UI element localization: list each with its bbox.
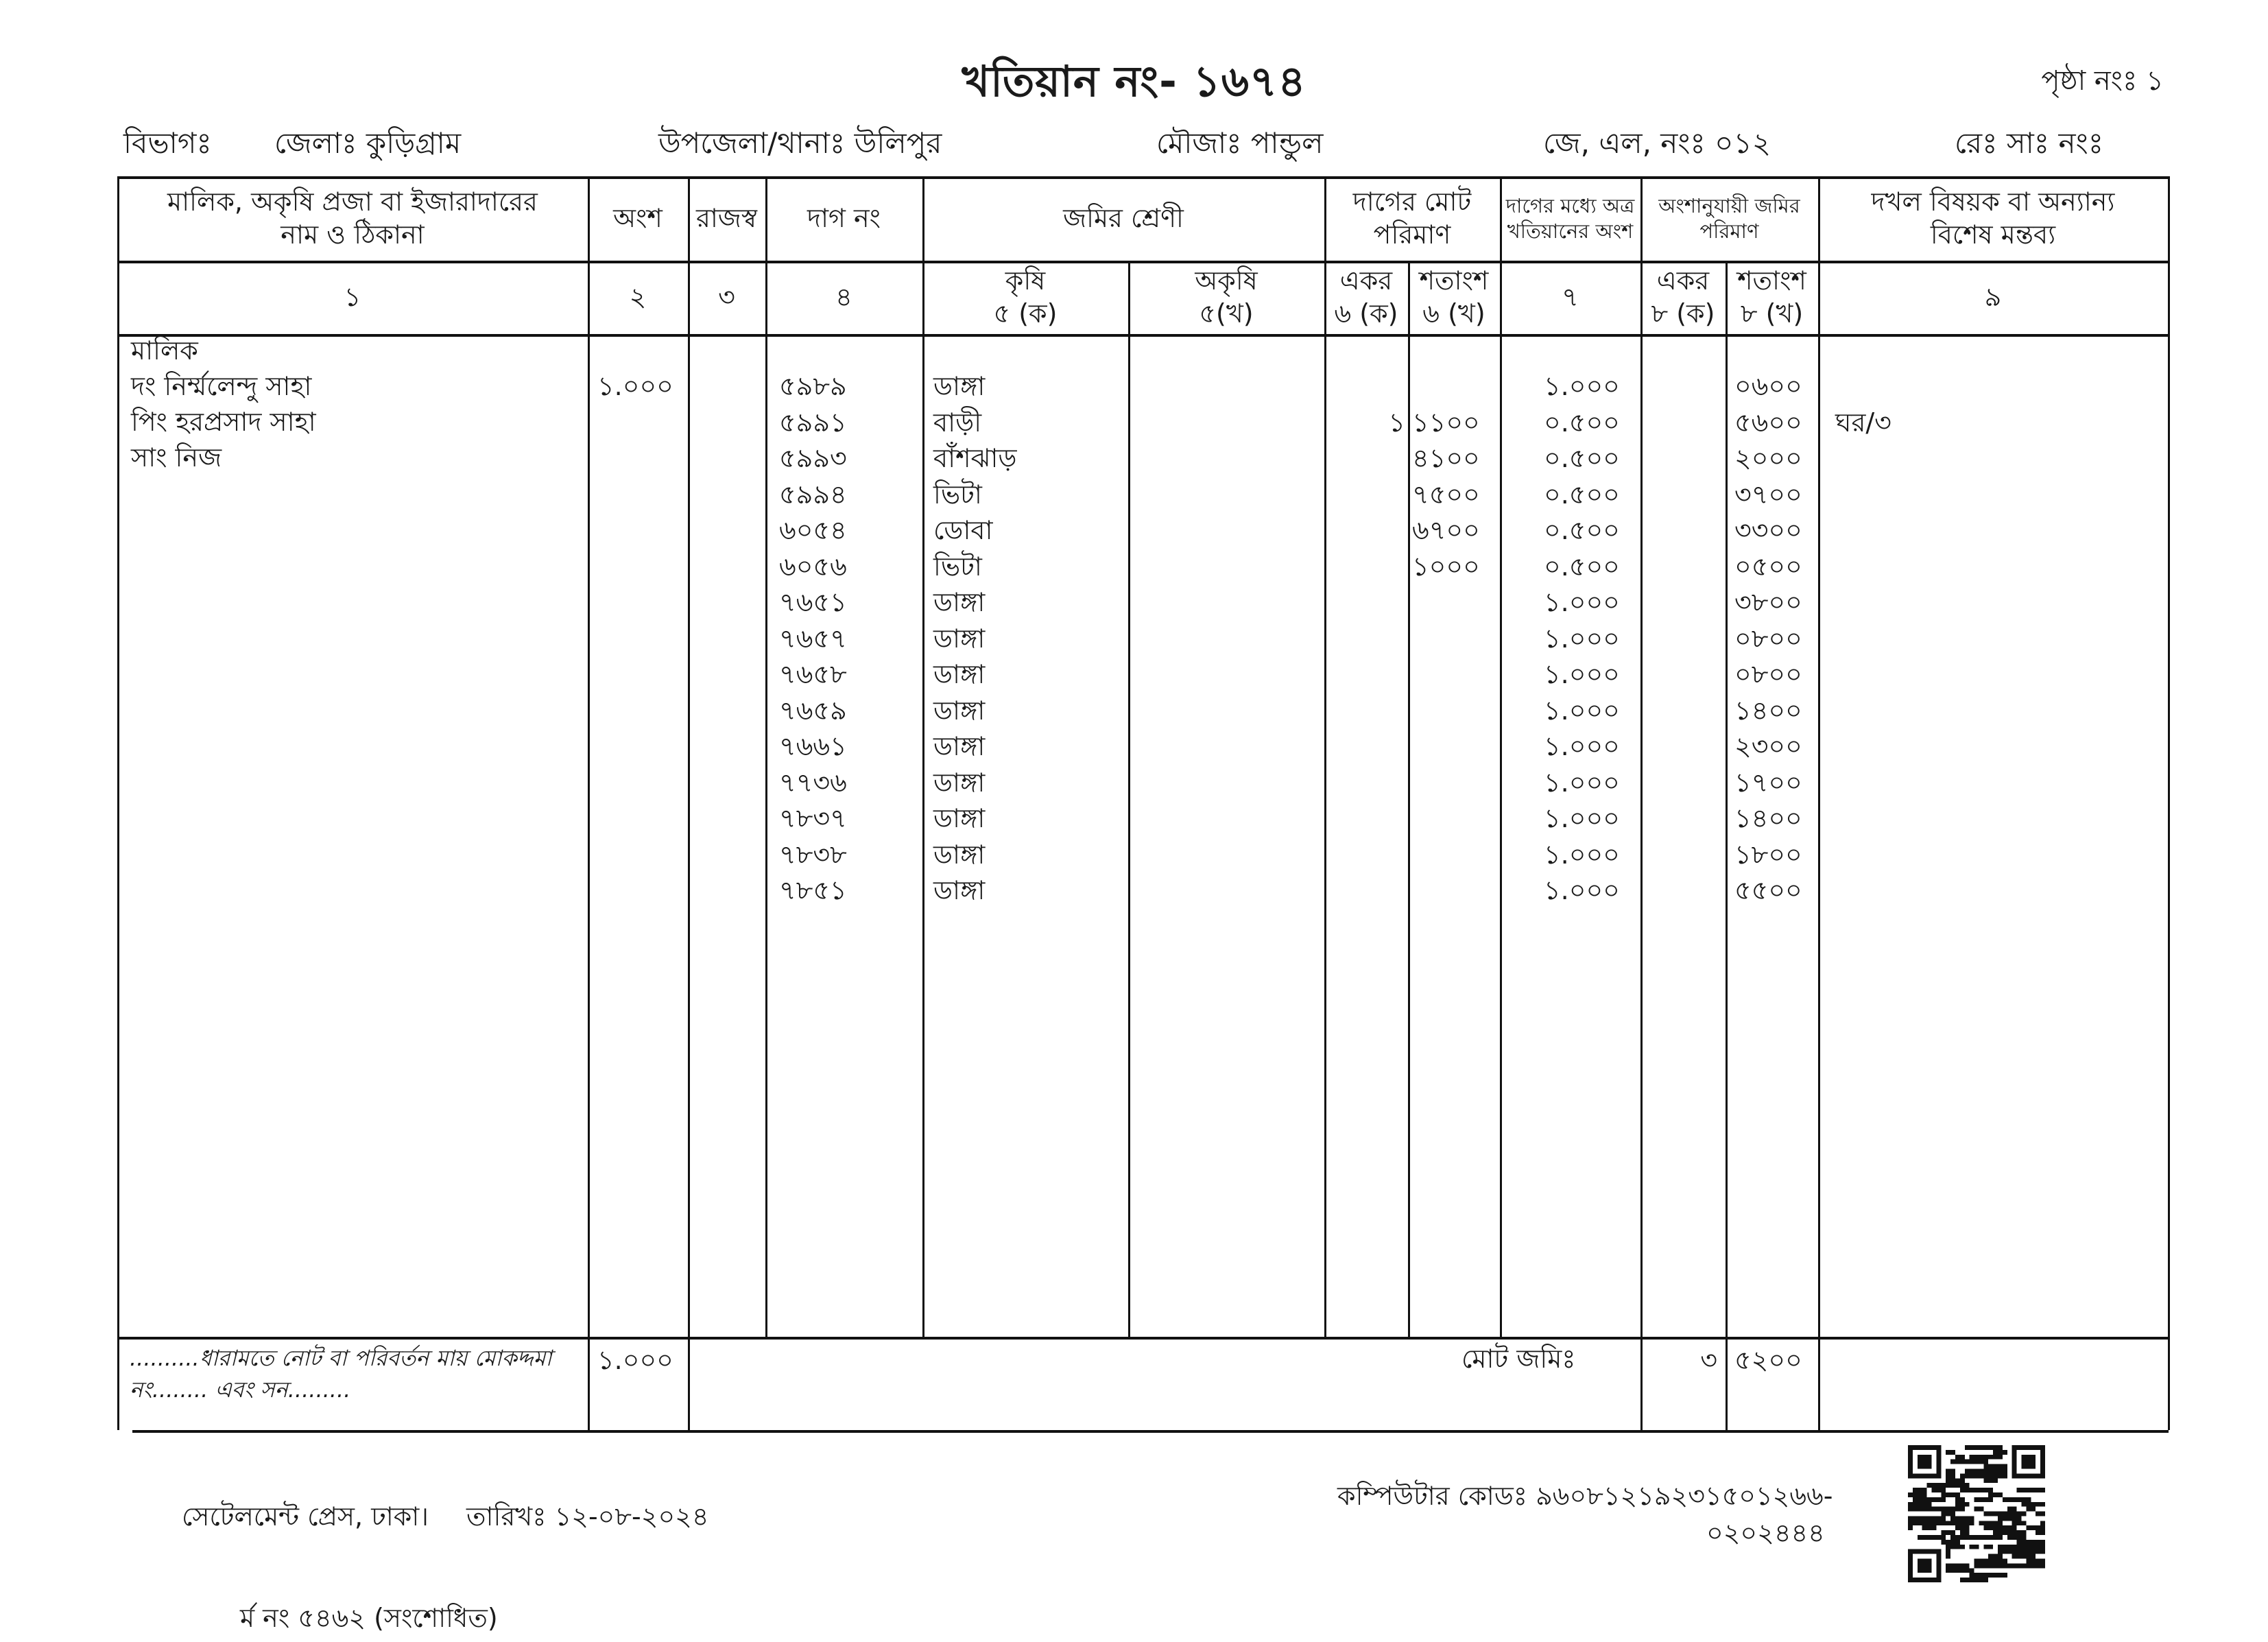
khatian-share: ১.০০০ — [1544, 875, 1620, 905]
footer-divider — [117, 1337, 2169, 1340]
acre-6-number: ৬ (ক) — [1334, 298, 1398, 329]
qr-code-icon — [1908, 1445, 2045, 1582]
district-label: জেলাঃ কুড়িগ্রাম — [274, 126, 462, 160]
col-border — [922, 176, 924, 1337]
total-acre: ৩ — [1700, 1345, 1717, 1375]
header-dag-no: দাগ নং — [807, 202, 881, 233]
khatian-share: ১.০০০ — [1544, 731, 1620, 761]
khatian-title-label: খতিয়ান নং- — [962, 56, 1178, 106]
land-class: ডাঙ্গা — [933, 659, 986, 689]
jl-number-label: জে, এল, নংঃ ০১২ — [1543, 126, 1771, 160]
share-decimal: ৩৮০০ — [1734, 587, 1802, 617]
header-land-class: জমির শ্রেণী — [1063, 202, 1184, 233]
share-decimal: ১৮০০ — [1734, 839, 1802, 870]
col-border — [1324, 176, 1326, 1337]
khatian-share: ০.৫০০ — [1544, 479, 1620, 510]
colnum-2: ২ — [629, 281, 647, 312]
header-revenue: রাজস্ব — [695, 202, 758, 233]
subheader-akrishi — [1128, 261, 1324, 334]
land-class: ডাঙ্গা — [933, 803, 986, 833]
mouza-label: মৌজাঃ পান্ডুল — [1156, 126, 1324, 160]
dag-number: ৭৭৩৬ — [779, 767, 847, 798]
col-border — [1128, 261, 1130, 1337]
col-border — [1818, 176, 1820, 1430]
subheader-krishi — [922, 261, 1128, 334]
dag-number: ৭৬৫৯ — [779, 695, 847, 726]
decimal-8-number: ৮ (খ) — [1740, 298, 1804, 329]
land-class: ডাঙ্গা — [933, 695, 986, 726]
khatian-number: ১৬৭৪ — [1193, 56, 1306, 106]
total-decimal: ৪১০০ — [1412, 443, 1480, 473]
note-line-2: নং........ এবং সন......... — [130, 1377, 351, 1403]
page-number: পৃষ্ঠা নংঃ ১ — [2041, 65, 2164, 97]
khatian-share: ১.০০০ — [1544, 767, 1620, 798]
share-decimal: ২০০০ — [1734, 443, 1802, 473]
land-class: ডাঙ্গা — [933, 875, 986, 905]
land-class: ভিটা — [933, 551, 982, 582]
reg-number-label: রেঃ সাঃ নংঃ — [1955, 126, 2104, 160]
total-acre: ১ — [1388, 407, 1405, 438]
khatian-share: ১.০০০ — [1544, 587, 1620, 617]
dag-number: ৬০৫৬ — [779, 551, 847, 582]
share-decimal: ৩৭০০ — [1734, 479, 1802, 510]
print-date: তারিখঃ ১২-০৮-২০২৪ — [466, 1501, 709, 1532]
dag-number: ৭৮৩৭ — [779, 803, 847, 833]
owner-type: মালিক — [131, 335, 198, 366]
land-class: ডাঙ্গা — [933, 587, 986, 617]
owner-name: দং নির্ম্মলেন্দু সাহা — [131, 371, 312, 401]
colnum-3: ৩ — [718, 281, 735, 312]
header-khatian-share: দাগের মধ্যে অত্র খতিয়ানের অংশ — [1505, 194, 1635, 243]
owner-share: ১.০০০ — [597, 371, 673, 401]
col-border — [2168, 176, 2170, 1430]
form-number: র্ম নং ৫৪৬২ (সংশোধিত) — [240, 1603, 498, 1633]
decimal-6-number: ৬ (খ) — [1422, 298, 1485, 329]
dag-number: ৫৯৮৯ — [779, 371, 847, 401]
dag-number: ৭৬৫১ — [779, 587, 847, 617]
akrishi-label: অকৃষি — [1195, 265, 1258, 296]
khatian-share: ১.০০০ — [1544, 371, 1620, 401]
table-bottom-border — [132, 1430, 2169, 1433]
header-owner: মালিক, অকৃষি প্রজা বা ইজারাদারের নাম ও ঠিকানা — [167, 187, 538, 250]
numbers-row-divider — [117, 334, 2169, 337]
khatian-share: ১.০০০ — [1544, 659, 1620, 689]
colnum-4: ৪ — [835, 281, 852, 312]
share-decimal: ০৮০০ — [1734, 623, 1802, 654]
acre-8-number: ৮ (ক) — [1651, 298, 1715, 329]
decimal-6-label: শতাংশ — [1419, 265, 1489, 296]
upazila-label: উপজেলা/থানাঃ উলিপুর — [658, 126, 942, 160]
khatian-title — [0, 49, 2268, 120]
share-decimal: ২৩০০ — [1734, 731, 1802, 761]
share-decimal: ০৫০০ — [1734, 551, 1802, 582]
share-decimal: ০৬০০ — [1734, 371, 1802, 401]
col-border — [588, 176, 590, 1430]
share-decimal: ৫৬০০ — [1734, 407, 1802, 438]
akrishi-number: ৫(খ) — [1199, 298, 1254, 329]
land-class: ডাঙ্গা — [933, 623, 986, 654]
land-class: ডাঙ্গা — [933, 839, 986, 870]
khatian-table — [117, 176, 2169, 1430]
subheader-decimal-6 — [1408, 261, 1500, 334]
subheader-decimal-8 — [1726, 261, 1818, 334]
computer-code-line-2: ০২০২৪৪৪ — [1706, 1518, 1825, 1548]
share-decimal: ১৪০০ — [1734, 803, 1802, 833]
land-class: বাঁশঝাড় — [933, 443, 1017, 473]
col-border — [1640, 176, 1643, 1430]
share-decimal: ০৮০০ — [1734, 659, 1802, 689]
khatian-share: ০.৫০০ — [1544, 407, 1620, 438]
header-dag-total: দাগের মোট পরিমাণ — [1352, 187, 1472, 250]
dag-number: ৫৯৯১ — [779, 407, 847, 438]
dag-number: ৭৬৬১ — [779, 731, 847, 761]
colnum-1: ১ — [344, 281, 361, 312]
dag-number: ৬০৫৪ — [779, 515, 847, 545]
owner-block — [131, 333, 316, 475]
land-class: ডাঙ্গা — [933, 731, 986, 761]
col-border — [1408, 261, 1410, 1337]
khatian-share: ০.৫০০ — [1544, 443, 1620, 473]
header-share: অংশ — [613, 202, 663, 233]
press-label: সেটেলমেন্ট প্রেস, ঢাকা। — [182, 1501, 429, 1532]
acre-8-label: একর — [1656, 265, 1710, 296]
total-decimal: ১০০০ — [1412, 551, 1480, 582]
owner-father: পিং হরপ্রসাদ সাহা — [131, 407, 316, 437]
col-border — [688, 176, 690, 1430]
share-decimal: ১৭০০ — [1734, 767, 1802, 798]
khatian-share: ০.৫০০ — [1544, 551, 1620, 582]
krishi-number: ৫ (ক) — [993, 298, 1058, 329]
khatian-share: ১.০০০ — [1544, 839, 1620, 870]
total-land-label: মোট জমিঃ — [1461, 1344, 1576, 1374]
acre-6-label: একর — [1339, 265, 1393, 296]
subheader-acre-6 — [1324, 261, 1408, 334]
total-decimal: ৭৫০০ — [1412, 479, 1480, 510]
share-decimal: ১৪০০ — [1734, 695, 1802, 726]
total-decimal: ১১০০ — [1412, 407, 1480, 438]
note-line-1: ..........ধারামতে নোট বা পরিবর্তন মায় মোকদ্দমা — [130, 1345, 552, 1371]
decimal-8-label: শতাংশ — [1737, 265, 1806, 296]
col-border — [1500, 176, 1502, 1337]
land-class: ডাঙ্গা — [933, 767, 986, 798]
total-decimal: ৫২০০ — [1734, 1345, 1802, 1375]
subheader-acre-8 — [1640, 261, 1726, 334]
col-border — [117, 176, 119, 1430]
krishi-label: কৃষি — [1005, 265, 1046, 296]
share-decimal: ৫৫০০ — [1734, 875, 1802, 905]
total-decimal: ৬৭০০ — [1412, 515, 1480, 545]
division-label: বিভাগঃ — [123, 126, 212, 160]
note-block — [130, 1342, 552, 1405]
dag-number: ৭৬৫৮ — [779, 659, 847, 689]
remark: ঘর/৩ — [1835, 407, 1891, 438]
dag-number: ৭৮৫১ — [779, 875, 847, 905]
share-decimal: ৩৩০০ — [1734, 515, 1802, 545]
col-border — [765, 176, 767, 1337]
dag-number: ৫৯৯৪ — [779, 479, 847, 510]
land-class: ভিটা — [933, 479, 982, 510]
dag-number: ৭৮৩৮ — [779, 839, 847, 870]
land-class: বাড়ী — [933, 407, 982, 438]
khatian-share: ১.০০০ — [1544, 803, 1620, 833]
colnum-9: ৯ — [1984, 281, 2002, 312]
dag-number: ৫৯৯৩ — [779, 443, 847, 473]
colnum-7: ৭ — [1562, 281, 1579, 312]
header-remarks: দখল বিষয়ক বা অন্যান্য বিশেষ মন্তব্য — [1871, 187, 2115, 250]
dag-number: ৭৬৫৭ — [779, 623, 847, 654]
land-class: ডাঙ্গা — [933, 371, 986, 401]
khatian-share: ১.০০০ — [1544, 695, 1620, 726]
computer-code-line-1: কম্পিউটার কোডঃ ৯৬০৮১২১৯২৩১৫০১২৬৬- — [1337, 1481, 1833, 1511]
land-class: ডোবা — [933, 515, 993, 545]
khatian-share: ১.০০০ — [1544, 623, 1620, 654]
owner-address: সাং নিজ — [131, 442, 222, 473]
col-border — [1726, 261, 1728, 1430]
khatian-share: ০.৫০০ — [1544, 515, 1620, 545]
footer-share-total: ১.০০০ — [597, 1345, 673, 1375]
header-share-area: অংশানুযায়ী জমির পরিমাণ — [1658, 194, 1800, 243]
